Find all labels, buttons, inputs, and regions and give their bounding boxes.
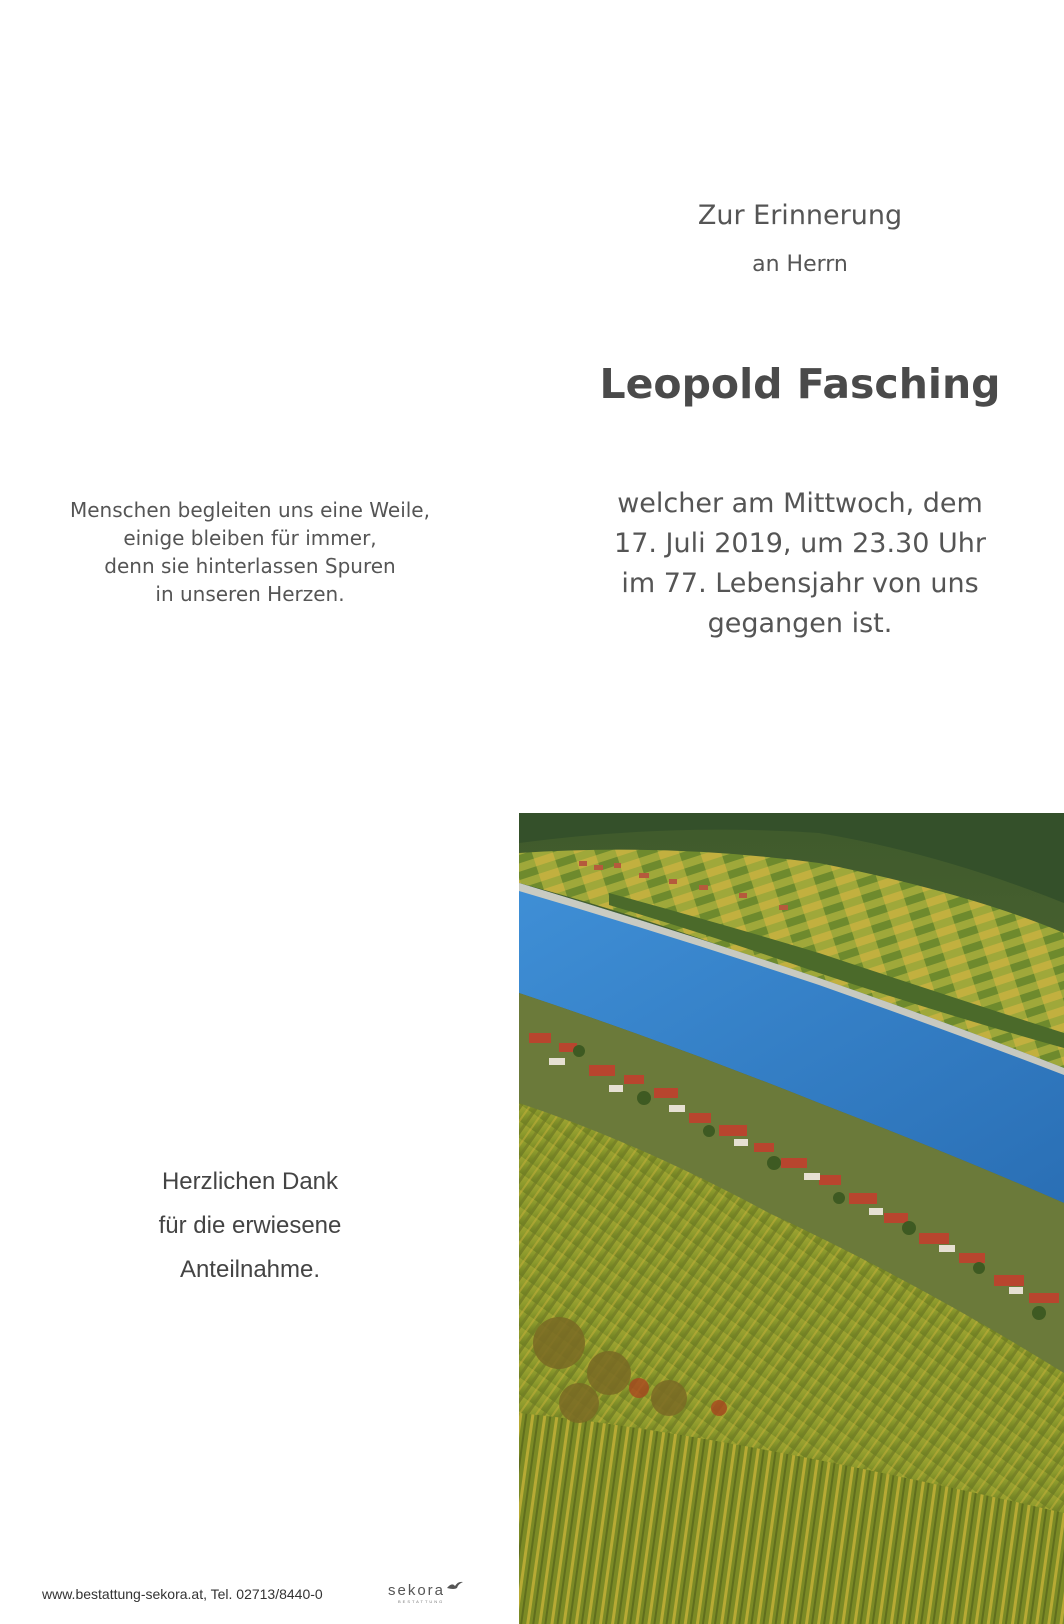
sekora-logo	[388, 1580, 468, 1610]
thanks-line: Herzlichen Dank	[161, 1168, 339, 1195]
thanks-line: Anteilnahme.	[179, 1256, 321, 1283]
logo-wordmark: sekora	[388, 1582, 446, 1599]
quote-line: einige bleiben für immer,	[123, 526, 377, 550]
remembrance-heading: Zur Erinnerung	[697, 200, 903, 231]
death-notice	[580, 484, 1020, 644]
thanks-message	[80, 1160, 420, 1292]
bird-icon	[446, 1580, 464, 1592]
death-notice-line: im 77. Lebensjahr von uns	[621, 568, 979, 599]
death-notice-line: welcher am Mittwoch, dem	[617, 488, 983, 519]
vineyard-river-illustration	[519, 813, 1064, 1624]
quote-line: Menschen begleiten uns eine Weile,	[70, 498, 430, 522]
footer-contact: www.bestattung-sekora.at, Tel. 02713/8440-0	[42, 1586, 323, 1602]
landscape-photo	[519, 813, 1064, 1624]
deceased-name: Leopold Fasching	[599, 360, 1001, 408]
death-notice-line: gegangen ist.	[707, 608, 893, 639]
addressee-line: an Herrn	[752, 252, 848, 277]
quote-line: in unseren Herzen.	[155, 582, 345, 606]
memorial-quote	[40, 496, 460, 608]
thanks-line: für die erwiesene	[158, 1212, 342, 1239]
logo-subtitle: BESTATTUNG	[398, 1599, 445, 1604]
quote-line: denn sie hinterlassen Spuren	[104, 554, 396, 578]
death-notice-line: 17. Juli 2019, um 23.30 Uhr	[614, 528, 986, 559]
